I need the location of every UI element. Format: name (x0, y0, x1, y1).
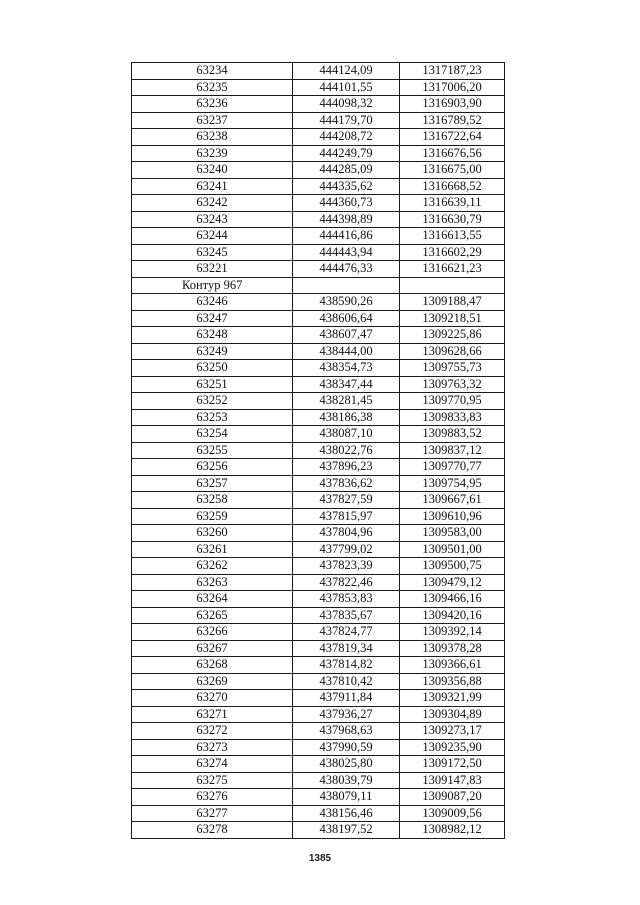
x-coordinate-cell: 438025,80 (293, 756, 400, 773)
y-coordinate-cell: 1309883,52 (400, 426, 505, 443)
point-number-cell: 63269 (132, 673, 293, 690)
x-coordinate-cell: 444416,86 (293, 228, 400, 245)
table-row (132, 772, 505, 789)
x-coordinate-cell: 444249,79 (293, 145, 400, 162)
point-number-cell: 63262 (132, 558, 293, 575)
point-number-cell: 63272 (132, 723, 293, 740)
section-label: Контур 967 (132, 277, 293, 294)
y-coordinate-cell: 1316789,52 (400, 112, 505, 129)
y-coordinate-cell: 1316630,79 (400, 211, 505, 228)
point-number-cell: 63267 (132, 640, 293, 657)
point-number-cell: 63271 (132, 706, 293, 723)
section-empty-cell (293, 277, 400, 294)
x-coordinate-cell: 438039,79 (293, 772, 400, 789)
y-coordinate-cell: 1309754,95 (400, 475, 505, 492)
table-row (132, 442, 505, 459)
y-coordinate-cell: 1309770,77 (400, 459, 505, 476)
table-row (132, 591, 505, 608)
point-number-cell: 63248 (132, 327, 293, 344)
table-row (132, 640, 505, 657)
table-row (132, 327, 505, 344)
table-row (132, 739, 505, 756)
table-row (132, 79, 505, 96)
table-row (132, 822, 505, 839)
x-coordinate-cell: 438022,76 (293, 442, 400, 459)
y-coordinate-cell: 1309304,89 (400, 706, 505, 723)
point-number-cell: 63261 (132, 541, 293, 558)
point-number-cell: 63249 (132, 343, 293, 360)
x-coordinate-cell: 437936,27 (293, 706, 400, 723)
x-coordinate-cell: 444098,32 (293, 96, 400, 113)
x-coordinate-cell: 438607,47 (293, 327, 400, 344)
section-empty-cell (400, 277, 505, 294)
point-number-cell: 63275 (132, 772, 293, 789)
point-number-cell: 63252 (132, 393, 293, 410)
y-coordinate-cell: 1309501,00 (400, 541, 505, 558)
y-coordinate-cell: 1309147,83 (400, 772, 505, 789)
point-number-cell: 63237 (132, 112, 293, 129)
x-coordinate-cell: 437968,63 (293, 723, 400, 740)
point-number-cell: 63263 (132, 574, 293, 591)
point-number-cell: 63247 (132, 310, 293, 327)
page-number: 1385 (308, 853, 332, 864)
y-coordinate-cell: 1309610,96 (400, 508, 505, 525)
x-coordinate-cell: 437819,34 (293, 640, 400, 657)
y-coordinate-cell: 1309628,66 (400, 343, 505, 360)
table-row (132, 624, 505, 641)
x-coordinate-cell: 438347,44 (293, 376, 400, 393)
table-row (132, 261, 505, 278)
x-coordinate-cell: 437804,96 (293, 525, 400, 542)
point-number-cell: 63276 (132, 789, 293, 806)
point-number-cell: 63234 (132, 63, 293, 80)
table-row (132, 228, 505, 245)
point-number-cell: 63241 (132, 178, 293, 195)
y-coordinate-cell: 1309366,61 (400, 657, 505, 674)
x-coordinate-cell: 444208,72 (293, 129, 400, 146)
point-number-cell: 63256 (132, 459, 293, 476)
x-coordinate-cell: 437822,46 (293, 574, 400, 591)
table-row (132, 294, 505, 311)
y-coordinate-cell: 1309009,56 (400, 805, 505, 822)
point-number-cell: 63250 (132, 360, 293, 377)
x-coordinate-cell: 438590,26 (293, 294, 400, 311)
point-number-cell: 63221 (132, 261, 293, 278)
y-coordinate-cell: 1308982,12 (400, 822, 505, 839)
table-row (132, 195, 505, 212)
point-number-cell: 63255 (132, 442, 293, 459)
table-body-after-section (132, 294, 505, 839)
y-coordinate-cell: 1309500,75 (400, 558, 505, 575)
table-row (132, 805, 505, 822)
y-coordinate-cell: 1317187,23 (400, 63, 505, 80)
x-coordinate-cell: 438197,52 (293, 822, 400, 839)
x-coordinate-cell: 437853,83 (293, 591, 400, 608)
point-number-cell: 63240 (132, 162, 293, 179)
x-coordinate-cell: 444443,94 (293, 244, 400, 261)
point-number-cell: 63264 (132, 591, 293, 608)
point-number-cell: 63258 (132, 492, 293, 509)
table-row (132, 112, 505, 129)
x-coordinate-cell: 438606,64 (293, 310, 400, 327)
y-coordinate-cell: 1316621,23 (400, 261, 505, 278)
table-row (132, 525, 505, 542)
x-coordinate-cell: 438087,10 (293, 426, 400, 443)
y-coordinate-cell: 1316903,90 (400, 96, 505, 113)
point-number-cell: 63242 (132, 195, 293, 212)
table-row (132, 376, 505, 393)
table-row (132, 508, 505, 525)
y-coordinate-cell: 1309321,99 (400, 690, 505, 707)
point-number-cell: 63253 (132, 409, 293, 426)
y-coordinate-cell: 1316676,56 (400, 145, 505, 162)
x-coordinate-cell: 437835,67 (293, 607, 400, 624)
y-coordinate-cell: 1309763,32 (400, 376, 505, 393)
table-row (132, 244, 505, 261)
y-coordinate-cell: 1309235,90 (400, 739, 505, 756)
x-coordinate-cell: 437827,59 (293, 492, 400, 509)
table-row (132, 789, 505, 806)
y-coordinate-cell: 1316675,00 (400, 162, 505, 179)
point-number-cell: 63273 (132, 739, 293, 756)
table-row (132, 607, 505, 624)
y-coordinate-cell: 1309833,83 (400, 409, 505, 426)
x-coordinate-cell: 444360,73 (293, 195, 400, 212)
y-coordinate-cell: 1309218,51 (400, 310, 505, 327)
x-coordinate-cell: 437911,84 (293, 690, 400, 707)
y-coordinate-cell: 1309837,12 (400, 442, 505, 459)
y-coordinate-cell: 1316639,11 (400, 195, 505, 212)
y-coordinate-cell: 1316668,52 (400, 178, 505, 195)
point-number-cell: 63259 (132, 508, 293, 525)
table-row (132, 657, 505, 674)
y-coordinate-cell: 1316602,29 (400, 244, 505, 261)
point-number-cell: 63236 (132, 96, 293, 113)
table-row (132, 574, 505, 591)
point-number-cell: 63278 (132, 822, 293, 839)
coordinates-table (131, 62, 505, 839)
table-row (132, 673, 505, 690)
y-coordinate-cell: 1309356,88 (400, 673, 505, 690)
x-coordinate-cell: 437815,97 (293, 508, 400, 525)
x-coordinate-cell: 438079,11 (293, 789, 400, 806)
table-row (132, 393, 505, 410)
x-coordinate-cell: 444179,70 (293, 112, 400, 129)
point-number-cell: 63235 (132, 79, 293, 96)
y-coordinate-cell: 1309273,17 (400, 723, 505, 740)
y-coordinate-cell: 1309667,61 (400, 492, 505, 509)
table-row (132, 178, 505, 195)
point-number-cell: 63257 (132, 475, 293, 492)
table-row (132, 558, 505, 575)
table-row (132, 706, 505, 723)
y-coordinate-cell: 1309378,28 (400, 640, 505, 657)
point-number-cell: 63238 (132, 129, 293, 146)
x-coordinate-cell: 444124,09 (293, 63, 400, 80)
point-number-cell: 63265 (132, 607, 293, 624)
y-coordinate-cell: 1309188,47 (400, 294, 505, 311)
point-number-cell: 63268 (132, 657, 293, 674)
x-coordinate-cell: 437823,39 (293, 558, 400, 575)
y-coordinate-cell: 1309755,73 (400, 360, 505, 377)
table-row (132, 310, 505, 327)
x-coordinate-cell: 444285,09 (293, 162, 400, 179)
y-coordinate-cell: 1309392,14 (400, 624, 505, 641)
x-coordinate-cell: 437836,62 (293, 475, 400, 492)
x-coordinate-cell: 437990,59 (293, 739, 400, 756)
point-number-cell: 63260 (132, 525, 293, 542)
x-coordinate-cell: 437814,82 (293, 657, 400, 674)
point-number-cell: 63251 (132, 376, 293, 393)
x-coordinate-cell: 437810,42 (293, 673, 400, 690)
x-coordinate-cell: 437824,77 (293, 624, 400, 641)
x-coordinate-cell: 438186,38 (293, 409, 400, 426)
table-row (132, 492, 505, 509)
x-coordinate-cell: 444398,89 (293, 211, 400, 228)
point-number-cell: 63266 (132, 624, 293, 641)
table-row (132, 145, 505, 162)
table-row (132, 360, 505, 377)
y-coordinate-cell: 1309583,00 (400, 525, 505, 542)
point-number-cell: 63245 (132, 244, 293, 261)
x-coordinate-cell: 444335,62 (293, 178, 400, 195)
table-row (132, 96, 505, 113)
table-row (132, 459, 505, 476)
table-row (132, 723, 505, 740)
y-coordinate-cell: 1309087,20 (400, 789, 505, 806)
table-body-before-section (132, 63, 505, 278)
x-coordinate-cell: 438444,00 (293, 343, 400, 360)
y-coordinate-cell: 1309770,95 (400, 393, 505, 410)
table-row (132, 426, 505, 443)
table-row (132, 541, 505, 558)
table-row (132, 475, 505, 492)
y-coordinate-cell: 1316613,55 (400, 228, 505, 245)
table-row (132, 343, 505, 360)
x-coordinate-cell: 437799,02 (293, 541, 400, 558)
point-number-cell: 63254 (132, 426, 293, 443)
x-coordinate-cell: 444101,55 (293, 79, 400, 96)
point-number-cell: 63277 (132, 805, 293, 822)
table-row (132, 211, 505, 228)
x-coordinate-cell: 444476,33 (293, 261, 400, 278)
x-coordinate-cell: 437896,23 (293, 459, 400, 476)
y-coordinate-cell: 1309479,12 (400, 574, 505, 591)
x-coordinate-cell: 438156,46 (293, 805, 400, 822)
table-row (132, 756, 505, 773)
section-header-row (132, 277, 505, 294)
y-coordinate-cell: 1309466,16 (400, 591, 505, 608)
x-coordinate-cell: 438354,73 (293, 360, 400, 377)
point-number-cell: 63246 (132, 294, 293, 311)
point-number-cell: 63274 (132, 756, 293, 773)
y-coordinate-cell: 1309225,86 (400, 327, 505, 344)
x-coordinate-cell: 438281,45 (293, 393, 400, 410)
table-row (132, 690, 505, 707)
y-coordinate-cell: 1309420,16 (400, 607, 505, 624)
table-row (132, 63, 505, 80)
y-coordinate-cell: 1317006,20 (400, 79, 505, 96)
point-number-cell: 63270 (132, 690, 293, 707)
point-number-cell: 63243 (132, 211, 293, 228)
y-coordinate-cell: 1316722,64 (400, 129, 505, 146)
y-coordinate-cell: 1309172,50 (400, 756, 505, 773)
point-number-cell: 63244 (132, 228, 293, 245)
table-row (132, 129, 505, 146)
table-row (132, 162, 505, 179)
section-header-group (132, 277, 505, 294)
point-number-cell: 63239 (132, 145, 293, 162)
table-row (132, 409, 505, 426)
